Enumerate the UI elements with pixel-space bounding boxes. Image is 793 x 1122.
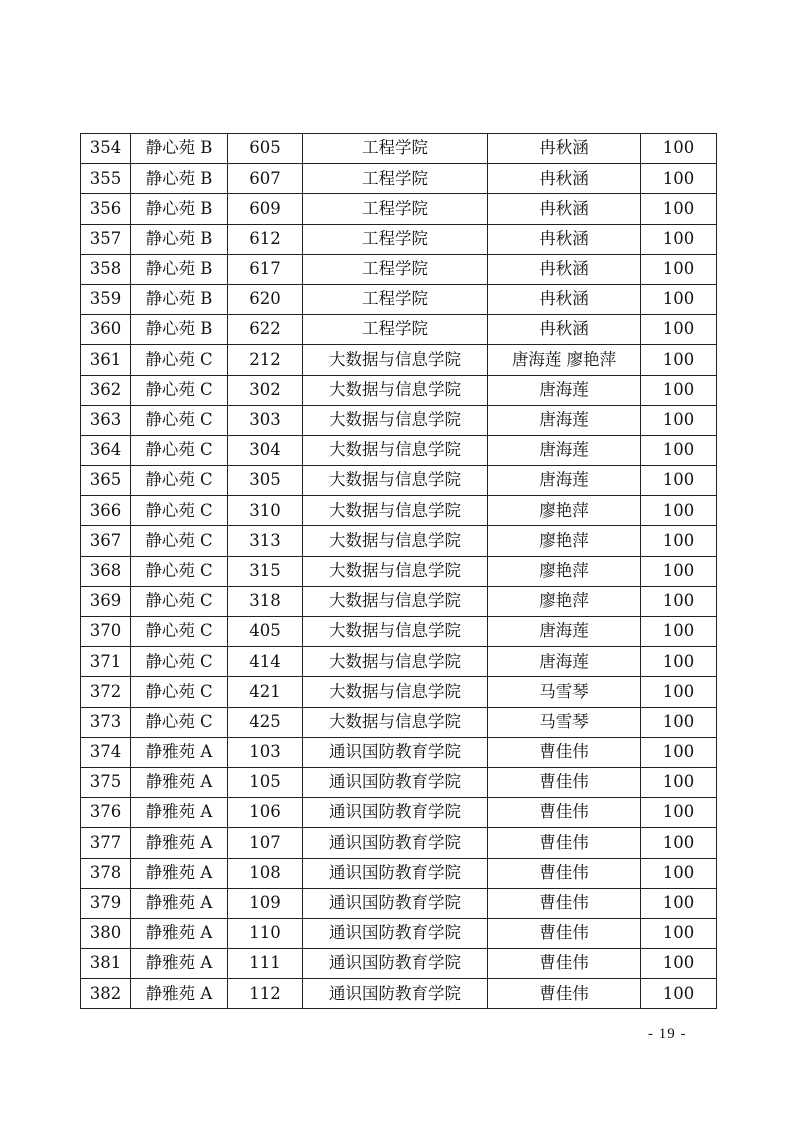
building-cell: 静雅苑 A [131,888,228,918]
responsible-person-cell: 唐海莲 [488,466,641,496]
college-cell: 工程学院 [303,224,488,254]
room-cell: 605 [228,134,303,164]
room-cell: 617 [228,254,303,284]
responsible-person-cell: 曹佳伟 [488,888,641,918]
row-number-cell: 374 [81,737,131,767]
score-cell: 100 [641,345,717,375]
row-number-cell: 369 [81,586,131,616]
score-cell: 100 [641,375,717,405]
building-cell: 静雅苑 A [131,858,228,888]
college-cell: 通识国防教育学院 [303,798,488,828]
room-cell: 109 [228,888,303,918]
responsible-person-cell: 曹佳伟 [488,737,641,767]
score-cell: 100 [641,798,717,828]
responsible-person-cell: 曹佳伟 [488,828,641,858]
dormitory-score-table-container [80,133,716,1009]
responsible-person-cell: 冉秋涵 [488,254,641,284]
responsible-person-cell: 廖艳萍 [488,586,641,616]
room-cell: 304 [228,435,303,465]
college-cell: 大数据与信息学院 [303,707,488,737]
college-cell: 大数据与信息学院 [303,617,488,647]
room-cell: 425 [228,707,303,737]
row-number-cell: 379 [81,888,131,918]
building-cell: 静心苑 B [131,134,228,164]
score-cell: 100 [641,949,717,979]
score-cell: 100 [641,315,717,345]
building-cell: 静心苑 C [131,435,228,465]
score-cell: 100 [641,707,717,737]
building-cell: 静心苑 B [131,224,228,254]
responsible-person-cell: 冉秋涵 [488,224,641,254]
row-number-cell: 357 [81,224,131,254]
responsible-person-cell: 廖艳萍 [488,496,641,526]
college-cell: 大数据与信息学院 [303,586,488,616]
table-row [81,677,717,707]
college-cell: 工程学院 [303,164,488,194]
responsible-person-cell: 唐海莲 [488,435,641,465]
score-cell: 100 [641,556,717,586]
table-row [81,707,717,737]
page-number: - 19 - [648,1026,687,1042]
room-cell: 303 [228,405,303,435]
row-number-cell: 377 [81,828,131,858]
table-row [81,767,717,797]
responsible-person-cell: 马雪琴 [488,677,641,707]
building-cell: 静雅苑 A [131,918,228,948]
building-cell: 静心苑 B [131,315,228,345]
table-row [81,496,717,526]
building-cell: 静雅苑 A [131,949,228,979]
row-number-cell: 361 [81,345,131,375]
row-number-cell: 373 [81,707,131,737]
college-cell: 工程学院 [303,315,488,345]
row-number-cell: 382 [81,979,131,1009]
room-cell: 305 [228,466,303,496]
table-row [81,979,717,1009]
row-number-cell: 355 [81,164,131,194]
row-number-cell: 356 [81,194,131,224]
row-number-cell: 367 [81,526,131,556]
score-cell: 100 [641,134,717,164]
table-row [81,526,717,556]
room-cell: 622 [228,315,303,345]
building-cell: 静雅苑 A [131,798,228,828]
building-cell: 静心苑 C [131,466,228,496]
table-row [81,435,717,465]
row-number-cell: 358 [81,254,131,284]
dormitory-score-table [80,133,717,1009]
college-cell: 大数据与信息学院 [303,677,488,707]
college-cell: 大数据与信息学院 [303,375,488,405]
table-row [81,888,717,918]
room-cell: 106 [228,798,303,828]
row-number-cell: 380 [81,918,131,948]
building-cell: 静心苑 C [131,586,228,616]
row-number-cell: 359 [81,284,131,314]
building-cell: 静心苑 C [131,405,228,435]
table-row [81,647,717,677]
college-cell: 工程学院 [303,194,488,224]
table-body [81,134,717,1009]
room-cell: 612 [228,224,303,254]
table-row [81,315,717,345]
table-row [81,798,717,828]
table-row [81,254,717,284]
responsible-person-cell: 唐海莲 [488,647,641,677]
building-cell: 静心苑 B [131,164,228,194]
responsible-person-cell: 冉秋涵 [488,164,641,194]
college-cell: 通识国防教育学院 [303,767,488,797]
college-cell: 通识国防教育学院 [303,858,488,888]
score-cell: 100 [641,466,717,496]
college-cell: 大数据与信息学院 [303,647,488,677]
score-cell: 100 [641,918,717,948]
building-cell: 静心苑 C [131,677,228,707]
score-cell: 100 [641,435,717,465]
row-number-cell: 354 [81,134,131,164]
table-row [81,466,717,496]
college-cell: 通识国防教育学院 [303,918,488,948]
building-cell: 静心苑 C [131,707,228,737]
score-cell: 100 [641,858,717,888]
college-cell: 通识国防教育学院 [303,949,488,979]
room-cell: 620 [228,284,303,314]
building-cell: 静心苑 C [131,526,228,556]
room-cell: 414 [228,647,303,677]
score-cell: 100 [641,194,717,224]
responsible-person-cell: 唐海莲 [488,375,641,405]
responsible-person-cell: 廖艳萍 [488,526,641,556]
responsible-person-cell: 曹佳伟 [488,949,641,979]
college-cell: 大数据与信息学院 [303,345,488,375]
row-number-cell: 378 [81,858,131,888]
room-cell: 212 [228,345,303,375]
room-cell: 405 [228,617,303,647]
responsible-person-cell: 曹佳伟 [488,979,641,1009]
college-cell: 大数据与信息学院 [303,496,488,526]
room-cell: 112 [228,979,303,1009]
building-cell: 静心苑 C [131,647,228,677]
building-cell: 静雅苑 A [131,979,228,1009]
table-row [81,224,717,254]
building-cell: 静心苑 B [131,194,228,224]
college-cell: 通识国防教育学院 [303,979,488,1009]
score-cell: 100 [641,164,717,194]
college-cell: 工程学院 [303,134,488,164]
table-row [81,284,717,314]
score-cell: 100 [641,737,717,767]
college-cell: 大数据与信息学院 [303,405,488,435]
table-row [81,375,717,405]
college-cell: 大数据与信息学院 [303,526,488,556]
table-row [81,828,717,858]
college-cell: 大数据与信息学院 [303,556,488,586]
row-number-cell: 370 [81,617,131,647]
score-cell: 100 [641,767,717,797]
row-number-cell: 371 [81,647,131,677]
room-cell: 313 [228,526,303,556]
row-number-cell: 365 [81,466,131,496]
college-cell: 工程学院 [303,254,488,284]
score-cell: 100 [641,647,717,677]
room-cell: 103 [228,737,303,767]
college-cell: 工程学院 [303,284,488,314]
responsible-person-cell: 唐海莲 [488,405,641,435]
building-cell: 静心苑 C [131,375,228,405]
college-cell: 大数据与信息学院 [303,466,488,496]
row-number-cell: 362 [81,375,131,405]
score-cell: 100 [641,496,717,526]
building-cell: 静雅苑 A [131,737,228,767]
room-cell: 108 [228,858,303,888]
row-number-cell: 375 [81,767,131,797]
room-cell: 302 [228,375,303,405]
building-cell: 静心苑 C [131,345,228,375]
building-cell: 静心苑 C [131,617,228,647]
responsible-person-cell: 曹佳伟 [488,918,641,948]
row-number-cell: 363 [81,405,131,435]
room-cell: 110 [228,918,303,948]
row-number-cell: 360 [81,315,131,345]
room-cell: 315 [228,556,303,586]
building-cell: 静心苑 B [131,254,228,284]
row-number-cell: 376 [81,798,131,828]
row-number-cell: 372 [81,677,131,707]
score-cell: 100 [641,677,717,707]
table-row [81,617,717,647]
table-row [81,949,717,979]
building-cell: 静心苑 C [131,556,228,586]
table-row [81,134,717,164]
room-cell: 111 [228,949,303,979]
college-cell: 大数据与信息学院 [303,435,488,465]
score-cell: 100 [641,617,717,647]
college-cell: 通识国防教育学院 [303,888,488,918]
responsible-person-cell: 曹佳伟 [488,798,641,828]
row-number-cell: 368 [81,556,131,586]
college-cell: 通识国防教育学院 [303,737,488,767]
responsible-person-cell: 曹佳伟 [488,767,641,797]
score-cell: 100 [641,526,717,556]
responsible-person-cell: 冉秋涵 [488,134,641,164]
score-cell: 100 [641,586,717,616]
responsible-person-cell: 曹佳伟 [488,858,641,888]
responsible-person-cell: 廖艳萍 [488,556,641,586]
table-row [81,737,717,767]
score-cell: 100 [641,979,717,1009]
row-number-cell: 381 [81,949,131,979]
row-number-cell: 364 [81,435,131,465]
table-row [81,556,717,586]
room-cell: 609 [228,194,303,224]
responsible-person-cell: 唐海莲 廖艳萍 [488,345,641,375]
table-row [81,164,717,194]
room-cell: 310 [228,496,303,526]
room-cell: 105 [228,767,303,797]
responsible-person-cell: 冉秋涵 [488,315,641,345]
table-row [81,586,717,616]
table-row [81,345,717,375]
score-cell: 100 [641,888,717,918]
college-cell: 通识国防教育学院 [303,828,488,858]
responsible-person-cell: 唐海莲 [488,617,641,647]
score-cell: 100 [641,828,717,858]
table-row [81,858,717,888]
room-cell: 318 [228,586,303,616]
table-row [81,405,717,435]
score-cell: 100 [641,284,717,314]
row-number-cell: 366 [81,496,131,526]
score-cell: 100 [641,405,717,435]
building-cell: 静雅苑 A [131,828,228,858]
responsible-person-cell: 冉秋涵 [488,194,641,224]
table-row [81,918,717,948]
building-cell: 静心苑 B [131,284,228,314]
score-cell: 100 [641,224,717,254]
room-cell: 607 [228,164,303,194]
table-row [81,194,717,224]
building-cell: 静雅苑 A [131,767,228,797]
responsible-person-cell: 冉秋涵 [488,284,641,314]
room-cell: 421 [228,677,303,707]
score-cell: 100 [641,254,717,284]
building-cell: 静心苑 C [131,496,228,526]
responsible-person-cell: 马雪琴 [488,707,641,737]
room-cell: 107 [228,828,303,858]
